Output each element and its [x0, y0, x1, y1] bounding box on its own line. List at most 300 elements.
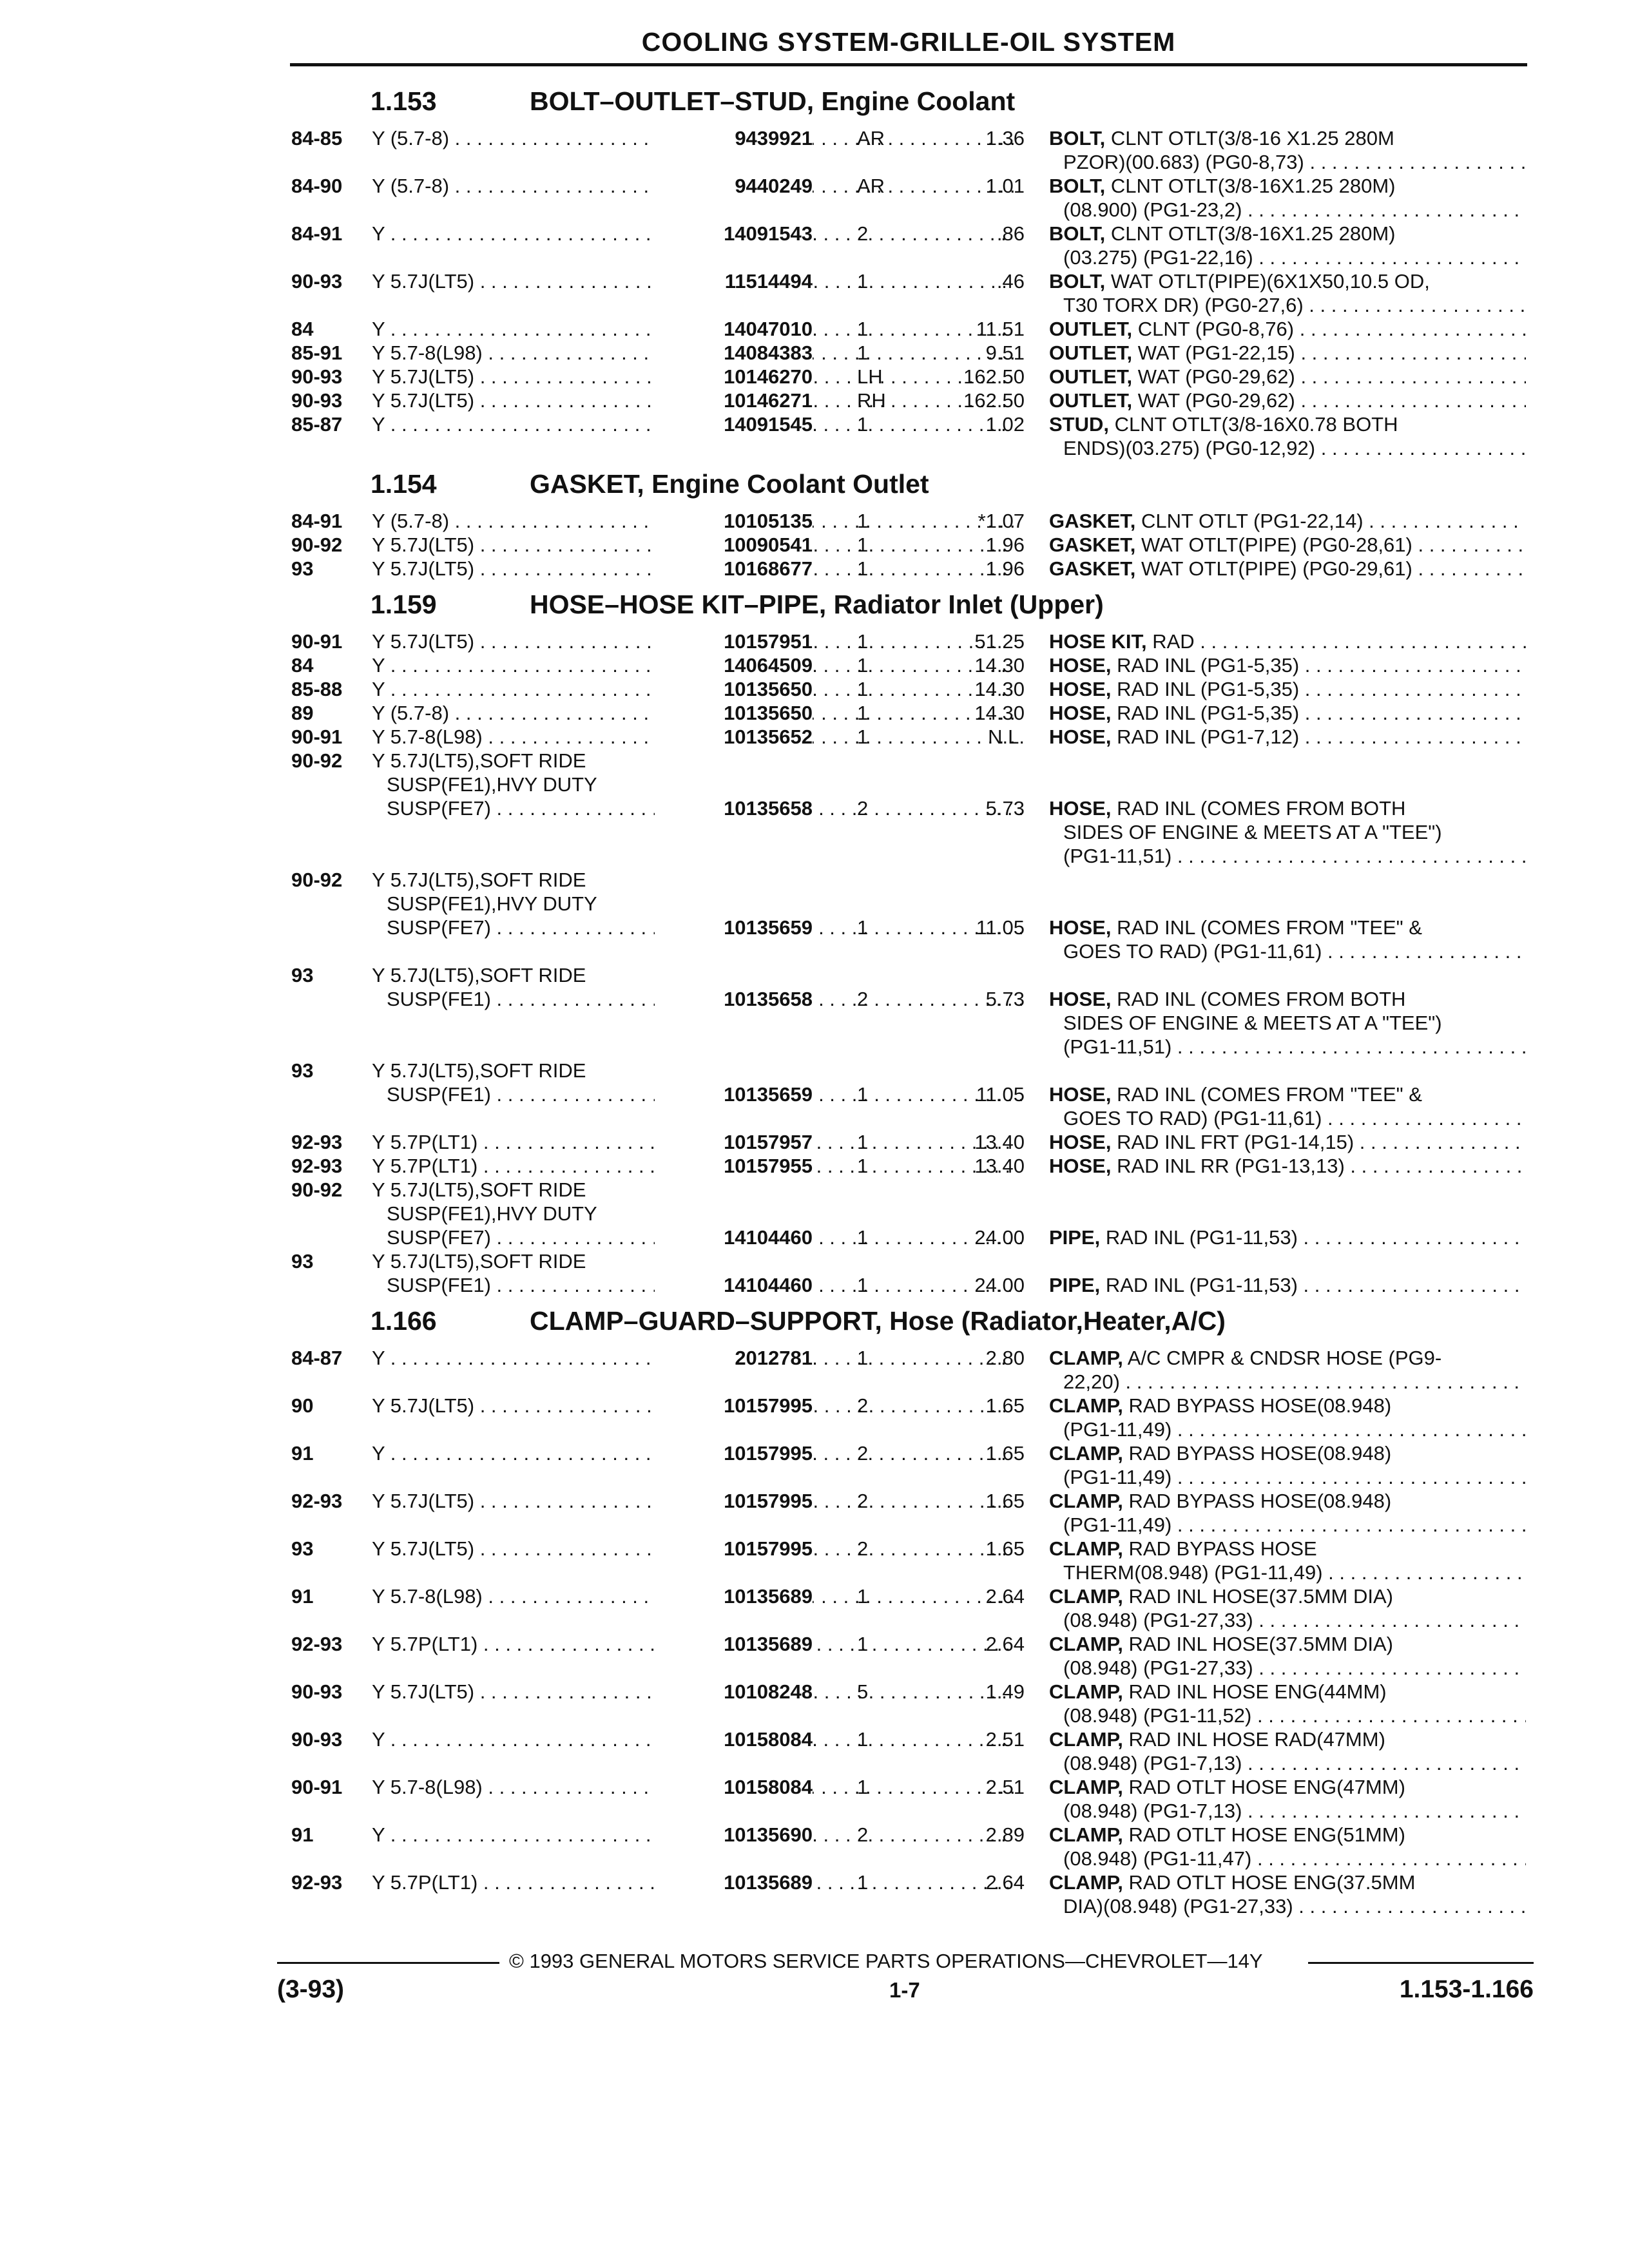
quantity: 2	[857, 797, 869, 820]
part-description: PIPE, RAD INL (PG1-11,53) . . .	[1049, 1225, 1526, 1249]
description-keyword: HOSE,	[1049, 702, 1112, 724]
quantity: 1	[857, 1347, 869, 1369]
model-application: Y 5.7-8(L98) . . .	[372, 341, 1014, 365]
part-description: GOES TO RAD) (PG1-11,61) . . .	[1063, 939, 1526, 963]
section-title: HOSE–HOSE KIT–PIPE, Radiator Inlet (Upper)	[530, 590, 1104, 619]
price: 162.50	[963, 389, 1025, 412]
quantity: 1	[857, 557, 869, 580]
description-keyword: OUTLET,	[1049, 341, 1133, 364]
quantity: 1	[857, 1585, 869, 1608]
model-application: SUSP(FE7) . . .	[387, 1225, 1028, 1249]
table-row	[290, 1035, 1527, 1059]
model-application: Y 5.7J(LT5),SOFT RIDE	[372, 869, 586, 891]
part-number: 10135658	[655, 796, 813, 820]
table-row	[290, 1584, 1527, 1608]
table-row	[290, 1513, 1527, 1537]
quantity: 1	[857, 318, 869, 340]
model-years: 93	[291, 1250, 314, 1273]
part-description: CLAMP, RAD INL HOSE(37.5MM DIA)	[1049, 1585, 1393, 1608]
description-keyword: CLAMP,	[1049, 1585, 1123, 1608]
table-row	[290, 436, 1527, 460]
model-application: Y 5.7J(LT5) . . .	[372, 365, 1014, 389]
price: 1.96	[985, 557, 1025, 580]
description-keyword: STUD,	[1049, 413, 1109, 436]
part-description: PIPE, RAD INL (PG1-11,53) . . .	[1049, 1273, 1526, 1297]
part-description: GASKET, CLNT OTLT (PG1-22,14) . . .	[1049, 509, 1526, 533]
model-years: 93	[291, 1537, 314, 1560]
quantity: 1	[857, 1728, 869, 1751]
part-number: 10157995	[655, 1489, 813, 1513]
table-row	[290, 844, 1527, 868]
part-description: (08.948) (PG1-27,33) . . .	[1063, 1608, 1526, 1632]
table-row	[290, 269, 1527, 293]
model-years: 84-85	[291, 127, 343, 149]
part-number: 10146271	[655, 389, 813, 412]
model-years: 92-93	[291, 1131, 343, 1153]
part-description: HOSE, RAD INL (COMES FROM "TEE" &	[1049, 916, 1422, 939]
price: 51.25	[974, 630, 1025, 653]
part-number: 14064509	[655, 653, 813, 677]
model-application: SUSP(FE7) . . .	[387, 916, 1028, 939]
model-application: Y 5.7J(LT5),SOFT RIDE	[372, 749, 586, 772]
part-description: HOSE, RAD INL (PG1-5,35) . . .	[1049, 653, 1526, 677]
quantity: 1	[857, 270, 869, 293]
table-row	[290, 341, 1527, 365]
model-years: 90-92	[291, 1178, 343, 1201]
description-keyword: HOSE,	[1049, 1083, 1112, 1106]
description-keyword: GASKET,	[1049, 510, 1136, 532]
description-keyword: CLAMP,	[1049, 1633, 1123, 1655]
part-number: 10168677	[655, 557, 813, 581]
table-row	[290, 1704, 1527, 1727]
price: 13.40	[974, 1155, 1025, 1177]
table-row	[290, 1775, 1527, 1799]
model-application: Y 5.7P(LT1) . . .	[372, 1154, 1014, 1178]
model-years: 90-93	[291, 389, 343, 412]
section-number: 1.159	[371, 590, 437, 619]
model-application: Y 5.7J(LT5),SOFT RIDE	[372, 1059, 586, 1082]
price: 11.05	[976, 916, 1025, 939]
model-years: 92-93	[291, 1155, 343, 1177]
model-application: Y 5.7P(LT1) . . .	[372, 1632, 1014, 1656]
model-years: 90-92	[291, 533, 343, 556]
table-row	[290, 533, 1527, 557]
model-application: Y . . .	[372, 1727, 1014, 1751]
part-description: SIDES OF ENGINE & MEETS AT A "TEE")	[1063, 821, 1442, 843]
quantity: 1	[857, 510, 869, 532]
table-row	[290, 1394, 1527, 1418]
part-number: 14104460	[655, 1273, 813, 1297]
description-keyword: OUTLET,	[1049, 318, 1133, 340]
price: 1.36	[985, 127, 1025, 149]
part-number: 10135650	[655, 677, 813, 701]
model-application: SUSP(FE1) . . .	[387, 987, 1028, 1011]
part-number: 10135652	[655, 725, 813, 749]
model-years: 90-91	[291, 1776, 343, 1798]
quantity: AR	[857, 127, 885, 149]
part-description: CLAMP, RAD INL HOSE RAD(47MM)	[1049, 1728, 1385, 1751]
table-row	[290, 749, 1527, 773]
table-row	[290, 1823, 1527, 1847]
table-row	[290, 293, 1527, 317]
table-row	[290, 150, 1527, 174]
model-years: 90-93	[291, 1680, 343, 1703]
section-number: 1.153	[371, 86, 437, 116]
part-description: (PG1-11,49) . . .	[1063, 1418, 1526, 1441]
quantity: RH	[857, 389, 886, 412]
model-application: Y 5.7J(LT5) . . .	[372, 1680, 1014, 1704]
description-keyword: BOLT,	[1049, 175, 1106, 197]
model-years: 84	[291, 654, 314, 677]
table-row	[290, 1608, 1527, 1632]
part-description: (PG1-11,49) . . .	[1063, 1465, 1526, 1489]
table-row	[290, 629, 1527, 653]
price: 1.01	[985, 175, 1025, 197]
model-application: SUSP(FE1),HVY DUTY	[387, 1202, 597, 1225]
table-row	[290, 1656, 1527, 1680]
price: 1.65	[985, 1490, 1025, 1512]
model-application: SUSP(FE1),HVY DUTY	[387, 892, 597, 915]
part-description: (08.900) (PG1-23,2) . . .	[1063, 198, 1526, 222]
part-number: 10157955	[655, 1154, 813, 1178]
quantity: 1	[857, 630, 869, 653]
model-application: Y . . .	[372, 1346, 1014, 1370]
model-years: 93	[291, 964, 314, 986]
table-row	[290, 1178, 1527, 1202]
table-row	[290, 1894, 1527, 1918]
price: *1.07	[978, 510, 1025, 532]
table-row	[290, 245, 1527, 269]
part-description: 22,20) . . .	[1063, 1370, 1526, 1394]
price: 14.30	[974, 654, 1025, 677]
model-application: Y (5.7-8) . . .	[372, 701, 1014, 725]
description-keyword: HOSE,	[1049, 726, 1112, 748]
part-number: 14091545	[655, 412, 813, 436]
model-application: Y . . .	[372, 412, 1014, 436]
description-keyword: CLAMP,	[1049, 1871, 1123, 1894]
part-description: GOES TO RAD) (PG1-11,61) . . .	[1063, 1106, 1526, 1130]
quantity: 2	[857, 1442, 869, 1465]
description-keyword: CLAMP,	[1049, 1680, 1123, 1703]
part-number: 10135658	[655, 987, 813, 1011]
table-row	[290, 1465, 1527, 1489]
price: 2.64	[985, 1585, 1025, 1608]
table-row	[290, 1870, 1527, 1894]
part-description: (PG1-11,51) . . .	[1063, 844, 1526, 868]
quantity: LH	[857, 365, 883, 388]
table-row	[290, 1751, 1527, 1775]
model-application: Y (5.7-8) . . .	[372, 509, 1014, 533]
part-description: (PG1-11,51) . . .	[1063, 1035, 1526, 1059]
description-keyword: CLAMP,	[1049, 1394, 1123, 1417]
part-description: (08.948) (PG1-7,13) . . .	[1063, 1799, 1526, 1823]
model-application: Y (5.7-8) . . .	[372, 126, 1014, 150]
description-keyword: CLAMP,	[1049, 1728, 1123, 1751]
part-number: 14091543	[655, 222, 813, 245]
quantity: 2	[857, 1490, 869, 1512]
part-description: CLAMP, RAD INL HOSE(37.5MM DIA)	[1049, 1633, 1393, 1655]
price: 13.40	[974, 1131, 1025, 1153]
footer-rule-right	[1308, 1962, 1534, 1964]
model-years: 93	[291, 1059, 314, 1082]
part-number: 10157995	[655, 1537, 813, 1561]
model-years: 91	[291, 1823, 314, 1846]
footer-rule-left	[277, 1962, 499, 1964]
quantity: 1	[857, 413, 869, 436]
part-description: BOLT, WAT OTLT(PIPE)(6X1X50,10.5 OD,	[1049, 270, 1430, 293]
part-number: 10090541	[655, 533, 813, 557]
quantity: 1	[857, 726, 869, 748]
model-years: 84-87	[291, 1347, 343, 1369]
quantity: 1	[857, 1155, 869, 1177]
part-number: 9440249	[655, 174, 813, 198]
model-years: 90-93	[291, 1728, 343, 1751]
quantity: 1	[857, 533, 869, 556]
model-application: SUSP(FE1),HVY DUTY	[387, 773, 597, 796]
section-number: 1.166	[371, 1306, 437, 1336]
model-application: Y 5.7J(LT5),SOFT RIDE	[372, 1250, 586, 1273]
quantity: 1	[857, 1274, 869, 1296]
parts-listing	[290, 77, 1527, 1918]
table-row	[290, 365, 1527, 389]
price: 2.80	[985, 1347, 1025, 1369]
part-description: OUTLET, CLNT (PG0-8,76) . . .	[1049, 317, 1526, 341]
description-keyword: OUTLET,	[1049, 365, 1133, 388]
table-row	[290, 1273, 1527, 1297]
part-description: OUTLET, WAT (PG0-29,62) . . .	[1049, 365, 1526, 389]
part-number: 10157995	[655, 1394, 813, 1418]
part-description: (08.948) (PG1-11,47) . . .	[1063, 1847, 1526, 1870]
part-description: OUTLET, WAT (PG0-29,62) . . .	[1049, 389, 1526, 412]
table-row	[290, 773, 1527, 796]
header-rule	[290, 63, 1527, 66]
model-application: Y 5.7J(LT5) . . .	[372, 1489, 1014, 1513]
description-keyword: CLAMP,	[1049, 1442, 1123, 1465]
table-row	[290, 1370, 1527, 1394]
table-row	[290, 725, 1527, 749]
quantity: 5	[857, 1680, 869, 1703]
description-keyword: HOSE KIT,	[1049, 630, 1147, 653]
part-number: 10157995	[655, 1441, 813, 1465]
description-keyword: GASKET,	[1049, 533, 1136, 556]
table-row	[290, 1799, 1527, 1823]
part-number: 10135659	[655, 1082, 813, 1106]
model-application: Y . . .	[372, 1823, 1014, 1847]
description-keyword: HOSE,	[1049, 916, 1112, 939]
part-number: 10158084	[655, 1775, 813, 1799]
quantity: 1	[857, 1871, 869, 1894]
model-years: 84	[291, 318, 314, 340]
part-description: (03.275) (PG1-22,16) . . .	[1063, 245, 1526, 269]
quantity: AR	[857, 175, 885, 197]
model-years: 92-93	[291, 1633, 343, 1655]
footer-copyright: © 1993 GENERAL MOTORS SERVICE PARTS OPERATIONS—CHEVROLET—14Y	[509, 1950, 1263, 1972]
table-row	[290, 1537, 1527, 1561]
price: 11.05	[976, 1083, 1025, 1106]
model-application: Y 5.7-8(L98) . . .	[372, 725, 1014, 749]
model-application: Y 5.7J(LT5) . . .	[372, 629, 1014, 653]
description-keyword: BOLT,	[1049, 127, 1106, 149]
table-row	[290, 796, 1527, 820]
quantity: 2	[857, 1537, 869, 1560]
model-application: Y . . .	[372, 317, 1014, 341]
table-row	[290, 1249, 1527, 1273]
model-years: 90-93	[291, 365, 343, 388]
part-description: HOSE, RAD INL (COMES FROM BOTH	[1049, 797, 1406, 820]
model-application: Y 5.7-8(L98) . . .	[372, 1584, 1014, 1608]
table-row	[290, 892, 1527, 916]
part-description: HOSE, RAD INL (COMES FROM BOTH	[1049, 988, 1406, 1010]
price: .86	[996, 222, 1025, 245]
model-application: SUSP(FE1) . . .	[387, 1273, 1028, 1297]
table-row	[290, 1632, 1527, 1656]
quantity: 1	[857, 1633, 869, 1655]
table-row	[290, 1561, 1527, 1584]
part-description: HOSE, RAD INL (PG1-5,35) . . .	[1049, 677, 1526, 701]
table-row	[290, 1130, 1527, 1154]
table-row	[290, 939, 1527, 963]
table-row	[290, 389, 1527, 412]
quantity: 1	[857, 341, 869, 364]
quantity: 2	[857, 1394, 869, 1417]
part-number: 14047010	[655, 317, 813, 341]
section-title: BOLT–OUTLET–STUD, Engine Coolant	[530, 86, 1016, 116]
table-row	[290, 1202, 1527, 1225]
part-description: THERM(08.948) (PG1-11,49) . . .	[1063, 1561, 1526, 1584]
table-row	[290, 1011, 1527, 1035]
price: 1.49	[985, 1680, 1025, 1703]
quantity: 1	[857, 654, 869, 677]
description-keyword: PIPE,	[1049, 1226, 1101, 1249]
description-keyword: BOLT,	[1049, 222, 1106, 245]
part-number: 10135650	[655, 701, 813, 725]
part-description: OUTLET, WAT (PG1-22,15) . . .	[1049, 341, 1526, 365]
description-keyword: CLAMP,	[1049, 1537, 1123, 1560]
model-years: 90-91	[291, 630, 343, 653]
price: 1.02	[985, 413, 1025, 436]
description-keyword: BOLT,	[1049, 270, 1106, 293]
part-number: 10157957	[655, 1130, 813, 1154]
table-row	[290, 198, 1527, 222]
model-years: 91	[291, 1585, 314, 1608]
model-application: Y 5.7P(LT1) . . .	[372, 1870, 1014, 1894]
model-years: 85-87	[291, 413, 343, 436]
model-years: 90-91	[291, 726, 343, 748]
section-heading	[290, 581, 1527, 629]
price: 162.50	[963, 365, 1025, 388]
price: 14.30	[974, 678, 1025, 700]
part-description: HOSE, RAD INL (PG1-7,12) . . .	[1049, 725, 1526, 749]
model-application: Y . . .	[372, 1441, 1014, 1465]
table-row	[290, 412, 1527, 436]
model-application: Y . . .	[372, 222, 1014, 245]
table-row	[290, 126, 1527, 150]
table-row	[290, 701, 1527, 725]
part-number: 14104460	[655, 1225, 813, 1249]
part-description: (08.948) (PG1-11,52) . . .	[1063, 1704, 1526, 1727]
table-row	[290, 1727, 1527, 1751]
description-keyword: CLAMP,	[1049, 1490, 1123, 1512]
description-keyword: HOSE,	[1049, 1155, 1112, 1177]
description-keyword: CLAMP,	[1049, 1823, 1123, 1846]
model-application: Y (5.7-8) . . .	[372, 174, 1014, 198]
part-description: (08.948) (PG1-7,13) . . .	[1063, 1751, 1526, 1775]
part-description: ENDS)(03.275) (PG0-12,92) . . .	[1063, 436, 1526, 460]
table-row	[290, 1059, 1527, 1082]
part-number: 10135689	[655, 1870, 813, 1894]
part-description: PZOR)(00.683) (PG0-8,73) . . .	[1063, 150, 1526, 174]
model-application: Y 5.7P(LT1) . . .	[372, 1130, 1014, 1154]
part-description: BOLT, CLNT OTLT(3/8-16 X1.25 280M	[1049, 127, 1394, 149]
quantity: 2	[857, 988, 869, 1010]
part-number: 10135659	[655, 916, 813, 939]
price: 2.89	[985, 1823, 1025, 1846]
part-number: 14084383	[655, 341, 813, 365]
price: 2.51	[985, 1728, 1025, 1751]
section-title: GASKET, Engine Coolant Outlet	[530, 469, 929, 499]
part-description: CLAMP, RAD BYPASS HOSE	[1049, 1537, 1317, 1560]
model-application: Y . . .	[372, 653, 1014, 677]
part-description: (08.948) (PG1-27,33) . . .	[1063, 1656, 1526, 1680]
footer-section-range: 1.153-1.166	[1399, 1975, 1534, 2003]
model-years: 90	[291, 1394, 314, 1417]
table-row	[290, 174, 1527, 198]
model-years: 90-93	[291, 270, 343, 293]
model-years: 92-93	[291, 1871, 343, 1894]
description-keyword: PIPE,	[1049, 1274, 1101, 1296]
table-row	[290, 1082, 1527, 1106]
model-application: Y 5.7J(LT5) . . .	[372, 557, 1014, 581]
price: 2.51	[985, 1776, 1025, 1798]
model-years: 85-88	[291, 678, 343, 700]
model-application: Y 5.7J(LT5) . . .	[372, 533, 1014, 557]
model-years: 93	[291, 557, 314, 580]
price: 1.65	[985, 1537, 1025, 1560]
model-years: 92-93	[291, 1490, 343, 1512]
quantity: 1	[857, 916, 869, 939]
part-description: CLAMP, RAD OTLT HOSE ENG(51MM)	[1049, 1823, 1405, 1846]
model-application: Y 5.7J(LT5) . . .	[372, 389, 1014, 412]
description-keyword: CLAMP,	[1049, 1776, 1123, 1798]
part-number: 10105135	[655, 509, 813, 533]
part-description: GASKET, WAT OTLT(PIPE) (PG0-29,61) . . .	[1049, 557, 1526, 581]
part-description: HOSE, RAD INL RR (PG1-13,13) . . .	[1049, 1154, 1526, 1178]
part-number: 10135689	[655, 1584, 813, 1608]
table-row	[290, 317, 1527, 341]
section-number: 1.154	[371, 469, 437, 499]
price: 1.96	[985, 533, 1025, 556]
part-description: DIA)(08.948) (PG1-27,33) . . .	[1063, 1894, 1526, 1918]
part-description: (PG1-11,49) . . .	[1063, 1513, 1526, 1537]
price: 11.51	[976, 318, 1025, 340]
model-years: 90-92	[291, 749, 343, 772]
part-description: GASKET, WAT OTLT(PIPE) (PG0-28,61) . . .	[1049, 533, 1526, 557]
part-number: 2012781	[655, 1346, 813, 1370]
model-application: SUSP(FE7) . . .	[387, 796, 1028, 820]
model-years: 84-91	[291, 510, 343, 532]
description-keyword: HOSE,	[1049, 678, 1112, 700]
table-row	[290, 1418, 1527, 1441]
table-row	[290, 1106, 1527, 1130]
part-number: 10157951	[655, 629, 813, 653]
table-row	[290, 1441, 1527, 1465]
model-years: 85-91	[291, 341, 343, 364]
price: 1.65	[985, 1394, 1025, 1417]
part-number: 10158084	[655, 1727, 813, 1751]
table-row	[290, 1225, 1527, 1249]
part-number: 10135689	[655, 1632, 813, 1656]
model-years: 90-92	[291, 869, 343, 891]
